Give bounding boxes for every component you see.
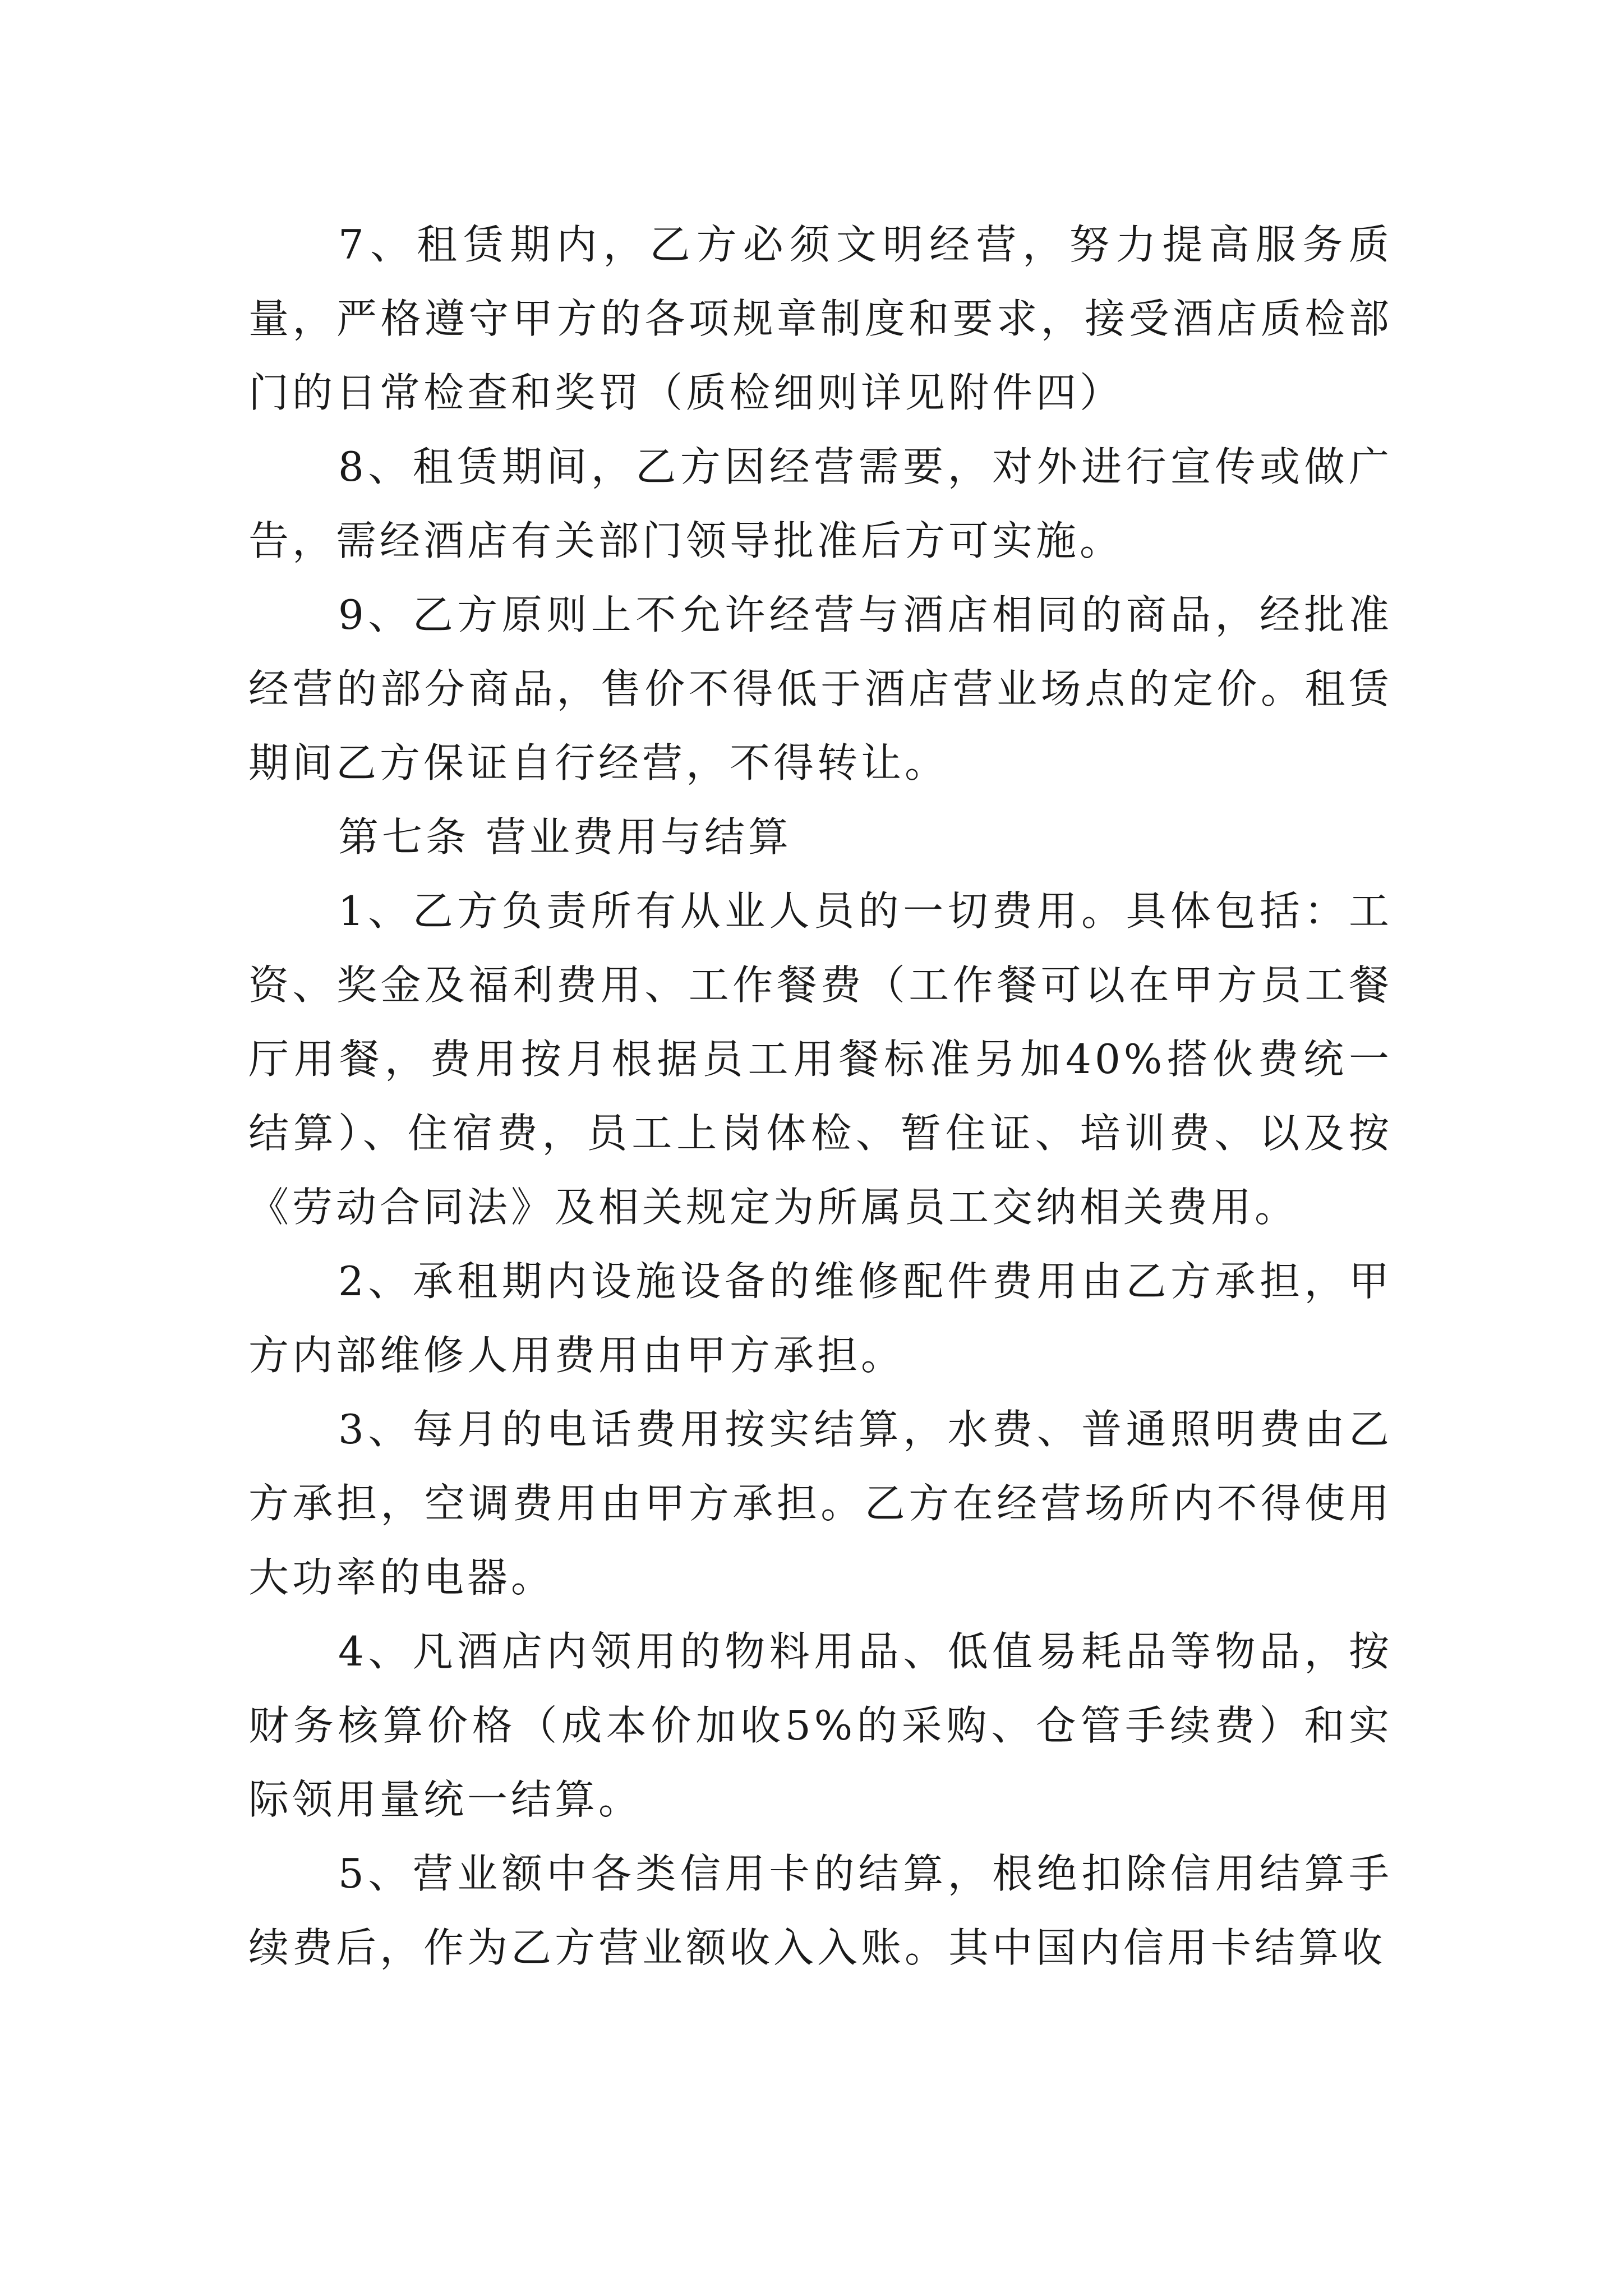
paragraph-4: 4、凡酒店内领用的物料用品、低值易耗品等物品，按财务核算价格（成本价加收5%的采购、仓管手续费）和实际领用量统一结算。 xyxy=(248,1628,1393,1823)
paragraph-5: 5、营业额中各类信用卡的结算，根绝扣除信用结算手续费后，作为乙方营业额收入入账。其中国内信用卡结算收 xyxy=(248,1850,1393,1971)
paragraph-9: 9、乙方原则上不允许经营与酒店相同的商品，经批准经营的部分商品，售价不得低于酒店营业场点的定价。租赁期间乙方保证自行经营，不得转让。 xyxy=(248,591,1393,786)
paragraph-8: 8、租赁期间，乙方因经营需要，对外进行宣传或做广告，需经酒店有关部门领导批准后方可实施。 xyxy=(248,443,1393,564)
paragraph-2: 2、承租期内设施设备的维修配件费用由乙方承担，甲方内部维修人用费用由甲方承担。 xyxy=(248,1258,1393,1379)
document-body xyxy=(248,208,1393,1985)
section-heading-article-7: 第七条 营业费用与结算 xyxy=(338,813,792,861)
paragraph-3: 3、每月的电话费用按实结算，水费、普通照明费由乙方承担，空调费用由甲方承担。乙方在经营场所内不得使用大功率的电器。 xyxy=(248,1406,1393,1601)
paragraph-7: 7、租赁期内，乙方必须文明经营，努力提高服务质量，严格遵守甲方的各项规章制度和要求，接受酒店质检部门的日常检查和奖罚（质检细则详见附件四） xyxy=(248,221,1393,416)
paragraph-1: 1、乙方负责所有从业人员的一切费用。具体包括：工资、奖金及福利费用、工作餐费（工作餐可以在甲方员工餐厅用餐，费用按月根据员工用餐标准另加40%搭伙费统一结算）、住宿费，员工上岗体检、暂住证、培训费、以及按《劳动合同法》及相关规定为所属员工交纳相关费用。 xyxy=(248,887,1393,1231)
